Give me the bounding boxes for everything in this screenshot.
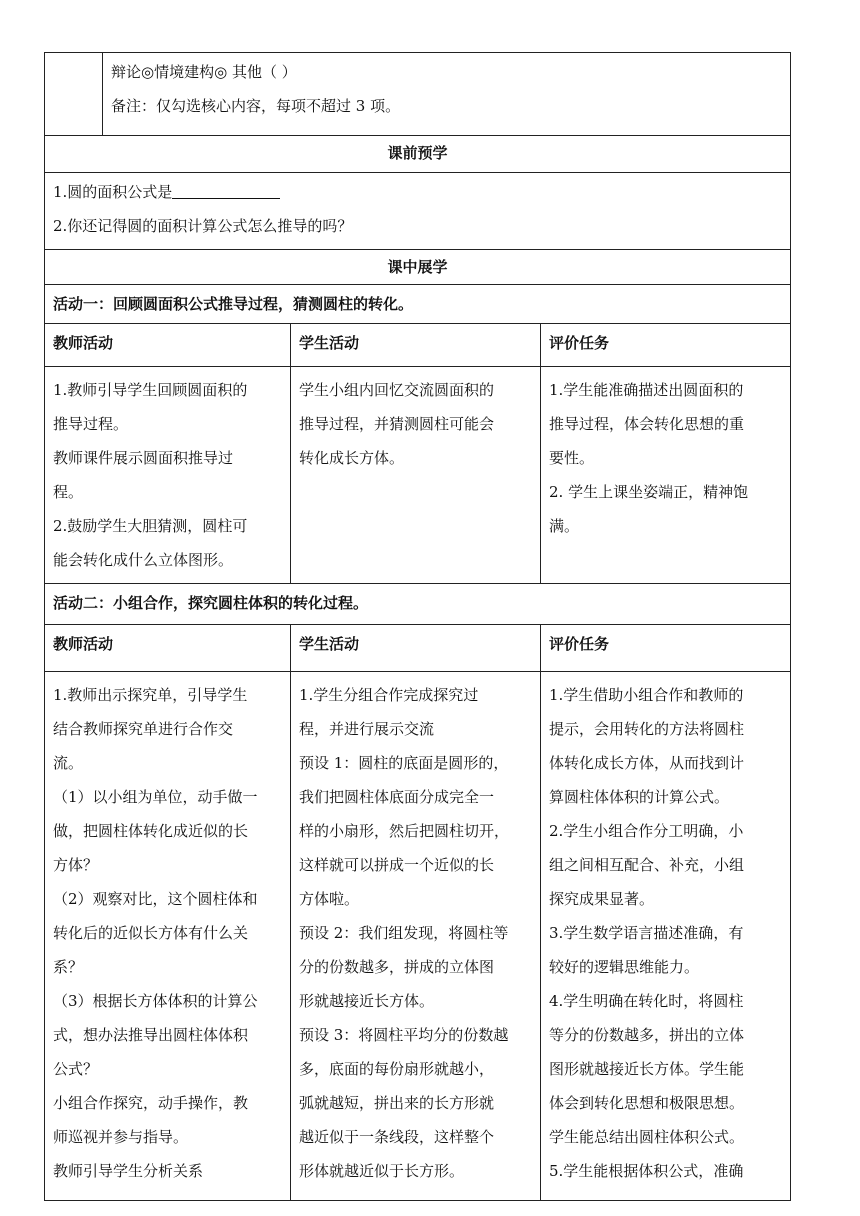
text-line: 程。 bbox=[53, 483, 84, 501]
text-line: 1.教师出示探究单，引导学生 bbox=[53, 686, 248, 704]
text-line: 公式？ bbox=[53, 1060, 99, 1078]
text-line: 1.教师引导学生回顾圆面积的 bbox=[53, 381, 248, 399]
text-line: 要性。 bbox=[549, 449, 595, 467]
text-line: 提示，会用转化的方法将圆柱 bbox=[549, 720, 745, 738]
text-line: 1.学生能准确描述出圆面积的 bbox=[549, 381, 744, 399]
text-line: 1.学生分组合作完成探究过 bbox=[299, 686, 479, 704]
activity2-evaluation-cell bbox=[541, 672, 791, 1201]
text-line: 方体啦。 bbox=[299, 890, 360, 908]
text-line: 推导过程，并猜测圆柱可能会 bbox=[299, 415, 495, 433]
text-line: 探究成果显著。 bbox=[549, 890, 655, 908]
text-line: 越近似于一条线段，这样整个 bbox=[299, 1128, 495, 1146]
text-line: 多，底面的每份扇形就越小， bbox=[299, 1060, 495, 1078]
options-line: 辩论◎情境建构◎ 其他（ ） bbox=[111, 63, 297, 81]
text-line: 预设 3：将圆柱平均分的份数越 bbox=[299, 1026, 509, 1044]
text-line: 等分的份数越多，拼出的立体 bbox=[549, 1026, 745, 1044]
activity1-student-cell bbox=[291, 367, 541, 584]
text-line: 形体就越近似于长方形。 bbox=[299, 1162, 465, 1180]
text-line: （2）观察对比，这个圆柱体和 bbox=[53, 890, 258, 908]
activity1-header-row bbox=[45, 324, 791, 367]
top-left-blank-cell bbox=[45, 53, 103, 136]
activity1-title-row bbox=[45, 285, 791, 324]
activity2-content-row bbox=[45, 672, 791, 1201]
text-line: 图形就越接近长方体。学生能 bbox=[549, 1060, 745, 1078]
preclass-title: 课前预学 bbox=[45, 136, 791, 173]
text-line: 转化后的近似长方体有什么关 bbox=[53, 924, 249, 942]
top-options-row bbox=[45, 53, 791, 136]
text-line: 转化成长方体。 bbox=[299, 449, 405, 467]
text-line: 弧就越短，拼出来的长方形就 bbox=[299, 1094, 495, 1112]
text-line: 学生小组内回忆交流圆面积的 bbox=[299, 381, 495, 399]
text-line: 我们把圆柱体底面分成完全一 bbox=[299, 788, 495, 806]
text-line: 分的份数越多，拼成的立体图 bbox=[299, 958, 495, 976]
text-line: 样的小扇形，然后把圆柱切开， bbox=[299, 822, 510, 840]
lesson-plan-document bbox=[44, 52, 790, 1201]
activity2-header-row bbox=[45, 625, 791, 672]
text-line: 推导过程。 bbox=[53, 415, 129, 433]
activity2-teacher-cell bbox=[45, 672, 291, 1201]
col-header-student: 学生活动 bbox=[291, 324, 541, 367]
text-line: 程，并进行展示交流 bbox=[299, 720, 435, 738]
text-line: 形就越接近长方体。 bbox=[299, 992, 435, 1010]
text-line: 4.学生明确在转化时，将圆柱 bbox=[549, 992, 744, 1010]
text-line: 系？ bbox=[53, 958, 84, 976]
text-line: 满。 bbox=[549, 517, 580, 535]
inclass-header-row bbox=[45, 250, 791, 285]
text-line: 能会转化成什么立体图形。 bbox=[53, 551, 234, 569]
text-line: 体转化成长方体，从而找到计 bbox=[549, 754, 745, 772]
lesson-plan-table bbox=[44, 52, 791, 1201]
preclass-question-2: 2.你还记得圆的面积计算公式怎么推导的吗？ bbox=[53, 217, 353, 235]
text-line: （3）根据长方体体积的计算公 bbox=[53, 992, 258, 1010]
text-line: 学生能总结出圆柱体积公式。 bbox=[549, 1128, 745, 1146]
preclass-question-1 bbox=[53, 175, 782, 209]
activity2-title-row bbox=[45, 584, 791, 625]
text-line: 组之间相互配合、补充，小组 bbox=[549, 856, 745, 874]
text-line: 小组合作探究，动手操作，教 bbox=[53, 1094, 249, 1112]
text-line: 式，想办法推导出圆柱体体积 bbox=[53, 1026, 249, 1044]
preclass-questions-cell bbox=[45, 173, 791, 250]
text-line: 2. 学生上课坐姿端正，精神饱 bbox=[549, 483, 749, 501]
text-line: 方体？ bbox=[53, 856, 99, 874]
inclass-title: 课中展学 bbox=[45, 250, 791, 285]
text-line: 预设 1：圆柱的底面是圆形的， bbox=[299, 754, 509, 772]
text-line: （1）以小组为单位，动手做一 bbox=[53, 788, 258, 806]
activity2-title: 活动二：小组合作，探究圆柱体积的转化过程。 bbox=[45, 584, 791, 625]
text-line: 教师课件展示圆面积推导过 bbox=[53, 449, 234, 467]
text-line: 这样就可以拼成一个近似的长 bbox=[299, 856, 495, 874]
text-line: 算圆柱体体积的计算公式。 bbox=[549, 788, 730, 806]
text-line: 2.鼓励学生大胆猜测，圆柱可 bbox=[53, 517, 248, 535]
text-line: 5.学生能根据体积公式，准确 bbox=[549, 1162, 744, 1180]
activity1-title: 活动一：回顾圆面积公式推导过程，猜测圆柱的转化。 bbox=[45, 285, 791, 324]
activity1-evaluation-cell bbox=[541, 367, 791, 584]
top-options-cell bbox=[103, 53, 791, 136]
activity2-student-cell bbox=[291, 672, 541, 1201]
activity1-content-row bbox=[45, 367, 791, 584]
text-line: 体会到转化思想和极限思想。 bbox=[549, 1094, 745, 1112]
col-header-teacher: 教师活动 bbox=[45, 625, 291, 672]
preclass-header-row bbox=[45, 136, 791, 173]
text-line: 做，把圆柱体转化成近似的长 bbox=[53, 822, 249, 840]
activity1-teacher-cell bbox=[45, 367, 291, 584]
col-header-evaluation: 评价任务 bbox=[541, 324, 791, 367]
text-line: 2.学生小组合作分工明确，小 bbox=[549, 822, 744, 840]
text-line: 3.学生数学语言描述准确，有 bbox=[549, 924, 744, 942]
question-1-text: 1.圆的面积公式是 bbox=[53, 183, 173, 201]
text-line: 流。 bbox=[53, 754, 84, 772]
text-line: 较好的逻辑思维能力。 bbox=[549, 958, 700, 976]
text-line: 预设 2：我们组发现，将圆柱等 bbox=[299, 924, 509, 942]
text-line: 教师引导学生分析关系 bbox=[53, 1162, 204, 1180]
text-line: 结合教师探究单进行合作交 bbox=[53, 720, 234, 738]
text-line: 师巡视并参与指导。 bbox=[53, 1128, 189, 1146]
preclass-questions-row bbox=[45, 173, 791, 250]
col-header-evaluation: 评价任务 bbox=[541, 625, 791, 672]
text-line: 推导过程，体会转化思想的重 bbox=[549, 415, 745, 433]
col-header-teacher: 教师活动 bbox=[45, 324, 291, 367]
col-header-student: 学生活动 bbox=[291, 625, 541, 672]
text-line: 1.学生借助小组合作和教师的 bbox=[549, 686, 744, 704]
answer-blank[interactable] bbox=[172, 180, 280, 199]
notes-line: 备注：仅勾选核心内容，每项不超过 3 项。 bbox=[111, 97, 401, 115]
